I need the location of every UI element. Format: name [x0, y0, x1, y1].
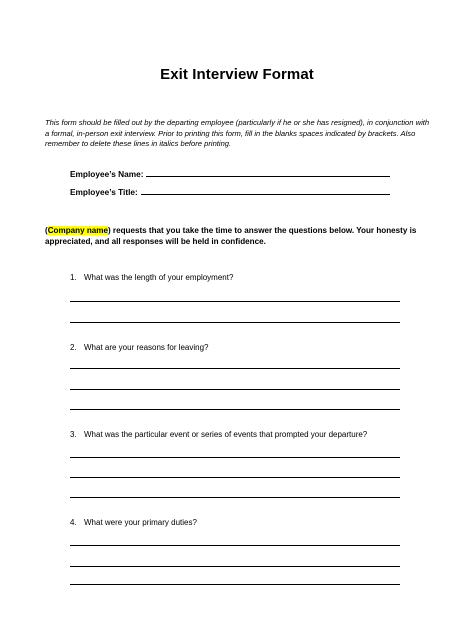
answer-line-4b[interactable] — [70, 566, 400, 567]
question-4-number: 4. — [70, 518, 77, 527]
question-3 — [70, 430, 367, 439]
company-name-placeholder: Company name — [47, 226, 108, 235]
instructions-text: This form should be filled out by the departing employee (particularly if he or she has resigned), in conjunction with a formal, in-person exit interview. Prior to printing this form, fill in the blanks spaces indicated by brackets. Also remember to delete these lines in italics before printing. — [45, 118, 430, 149]
answer-line-1a[interactable] — [70, 301, 400, 302]
answer-line-3b[interactable] — [70, 477, 400, 478]
intro-open-paren: ( — [45, 226, 48, 235]
intro-text: ) requests that you take the time to answer the questions below. Your honesty is appreciated, and all responses will be held in confidence. — [45, 226, 417, 246]
question-3-number: 3. — [70, 430, 77, 439]
answer-line-3a[interactable] — [70, 457, 400, 458]
answer-line-3c[interactable] — [70, 497, 400, 498]
question-1 — [70, 273, 233, 282]
answer-line-2a[interactable] — [70, 368, 400, 369]
employee-name-label: Employee’s Name: — [70, 169, 144, 179]
question-1-text: What was the length of your employment? — [84, 273, 234, 282]
question-2 — [70, 343, 209, 352]
intro-paragraph — [45, 226, 437, 247]
employee-title-label: Employee’s Title: — [70, 187, 138, 197]
employee-name-row — [70, 168, 390, 179]
answer-line-1b[interactable] — [70, 322, 400, 323]
question-2-text: What are your reasons for leaving? — [84, 343, 209, 352]
question-4-text: What were your primary duties? — [84, 518, 197, 527]
question-3-text: What was the particular event or series of events that prompted your departure? — [84, 430, 368, 439]
employee-title-field[interactable] — [141, 186, 390, 195]
question-2-number: 2. — [70, 343, 77, 352]
document-title: Exit Interview Format — [160, 66, 314, 83]
answer-line-4c[interactable] — [70, 584, 400, 585]
question-4 — [70, 518, 197, 527]
answer-line-2c[interactable] — [70, 409, 400, 410]
answer-line-2b[interactable] — [70, 389, 400, 390]
answer-line-4a[interactable] — [70, 545, 400, 546]
employee-title-row — [70, 186, 390, 197]
employee-name-field[interactable] — [146, 168, 390, 177]
question-1-number: 1. — [70, 273, 77, 282]
